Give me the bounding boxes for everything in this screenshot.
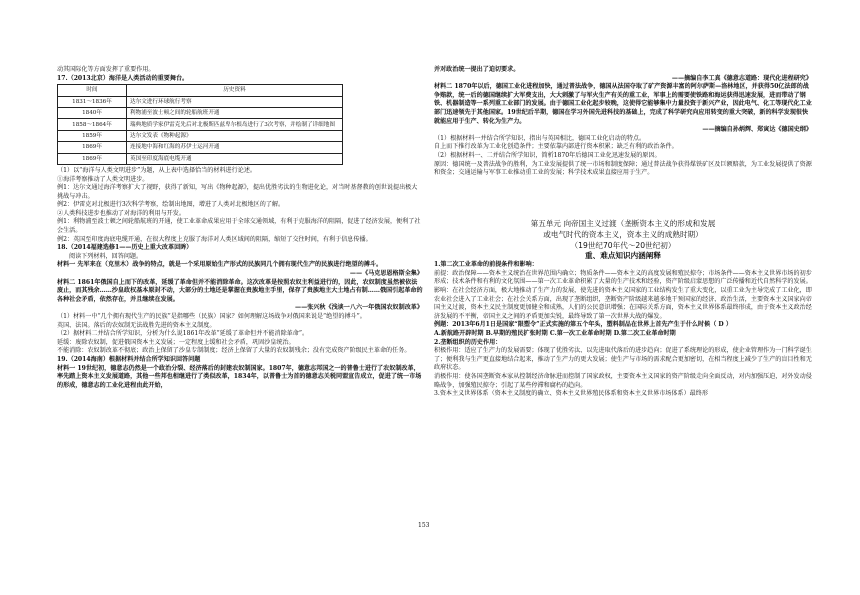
example-question: 例题：2013年6月1日是国家“限塑令”正式实施的第五个年头，塑料制品在世界上首先产生于什么时候（ D ） [434, 321, 732, 329]
table-cell: 英国至印度海底电缆开通 [127, 153, 343, 164]
table-cell: 连接地中海和红海的苏伊士运河开通 [127, 142, 343, 153]
q18-line: （1）材料一中“几个拥有现代生产的民族”是指哪些（民族）国家？如何理解这场战争对俄国来说是“绝望的搏斗”。 [57, 313, 366, 321]
table-cell: 1840年 [58, 107, 127, 118]
q19-answer-line: 原因：德国统一及普法战争的胜利，为工业发展提供了统一市场和制度保障；通过普法战争获得煤铁矿区及巨额赔款，为工业发展提供了资源和资金；交通运输与军事工业推动重工业的发展；科学技术成果直接应用于生产。 [434, 160, 812, 177]
q18-material-2-source: ——张兴秋《浅谈一八六一年俄国农奴制改革》 [295, 304, 423, 312]
table-cell: 1858～1864年 [58, 119, 127, 130]
q17-line: 例1：利物浦至波士顿之间轮船航班的开通，使工业革命成果应用于全球交通领域，有利于克服海洋的阻隔，促进了经济发展，便利了社会生活。 [57, 218, 421, 235]
q18-line: （2）据材料二并结合所学知识，分析为什么说1861年改革“延缓了革命但并不能消除革命”。 [57, 330, 309, 338]
q19-material-1: 材料一 19世纪初，德意志仍然是一个政治分裂、经济落后的封建农奴制国家。1807年，德意志邦国之一的普鲁士进行了农奴制改革，率先踏上资本主义发展道路，其他一些邦也相继进行了类似改革，1834年，以普鲁士为首的德意志关税同盟宣告成立，促进了统一市场的形成，德意志的工业化进程由此开始， [57, 364, 422, 389]
q17-table [57, 84, 343, 165]
table-header-row [58, 85, 343, 96]
q19-material-1-source: ——摘编自李工真《德意志道路：现代化进程研究》 [671, 74, 812, 82]
table-cell: 1869年 [58, 142, 127, 153]
q18-line: 不能消除：农奴制改革不彻底；政治上保留了沙皇专制制度；经济上保留了大量的农奴制残余；没有完成资产阶级民主革命的任务。 [57, 347, 411, 355]
q19-title: 19.（2014海南）根据材料并结合所学知识回答问题 [57, 355, 201, 363]
notes-heading: 2.垄断组织的历史作用： [434, 338, 502, 346]
q19-material-2: 材料二 1870年以后，德国工业化进程加快，通过普法战争，德国从法国夺取了矿产资源丰富的阿尔萨斯—洛林地区，并获得50亿法郎的战争赔款，统一后的德国继续扩大军费支出，大大刺激了与军火生产有关的重工业，军事上的需要使铁路和海运获得迅速发展，进而带动了钢铁、机器制造等一系列重工业部门的发展。由于德国工业化起步较晚，这使得它能够集中力量投资于新兴产业，因此电气、化工等现代化工业部门迅速领先于其他国家。19世纪后半期，德国在学习外国先进科技的基础上，完成了科学研究向应用转变的重大突破，新的科学发现很快就能应用于生产、转化为生产力。 [434, 83, 812, 125]
page-number: 153 [418, 522, 430, 529]
intro-line: 动其国际化等方面发挥了重要作用。 [57, 66, 155, 73]
q18-material-1: 材料一 先军来在（克里木）战争的特点，就是一个采用原始生产形式的民族同几个拥有现代生产的民族进行绝望的搏斗。 [57, 261, 383, 269]
q18-intro: 阅读下列材料，回答问题。 [69, 252, 143, 260]
table-cell: 瑞典地质学家伊雷克先后对北极斯匹兹卑尔根岛进行了3次考察，并绘制了详细地图 [127, 119, 343, 130]
q18-material-1-source: ——《马克思恩格斯全集》 [349, 270, 423, 278]
q19-answer-line: 自上而下推行改革为工业化创造条件；主要依靠内部进行资本积累；缺乏有利的政治条件。 [434, 143, 678, 151]
notes-paragraph: 前提：政治保障——资本主义统治在世界范围内确立；物质条件——资本主义的高度发展和殖民掠夺；市场条件——资本主义世界市场的初步形成；技术条件和有利的文化氛围——第一次工业革命积累了大量的生产技术和经验，资产阶级启蒙思想的广泛传播和近代自然科学的发展。 [434, 269, 812, 286]
notes-paragraph: 3.资本主义世界体系（资本主义制度的确立、资本主义世界殖民体系和资本主义世界市场体系）最终形 [434, 390, 708, 398]
table-cell: 达尔文进行环球航行考察 [127, 96, 343, 107]
q17-line: 例2：伊雷克对北极进行3次科学考察，绘制出地图，增进了人类对北极地区的了解。 [57, 201, 285, 209]
q17-title: 17.（2013北京）海洋是人类活动的重要舞台。 [57, 74, 189, 82]
table-header: 时间 [58, 85, 127, 96]
unit-subtitle: 重、难点知识内涵阐释 [585, 250, 661, 260]
table-cell: 1859年 [58, 130, 127, 141]
q19-continuation: 并对政治统一提出了迫切要求。 [434, 66, 520, 73]
table-row [58, 96, 343, 107]
q17-line: 例2：英国至印度海底电缆开通，在很大程度上克服了海洋对人类区域间的阻隔，缩短了交往时间，有利于信息传播。 [57, 235, 372, 243]
q19-answer-line: （2）根据材料一、二并结合所学知识，简析1870年后德国工业化迅速发展的原因。 [434, 151, 661, 159]
q17-line: ②人类科技进步也推动了对海洋的利用与开发。 [57, 209, 185, 217]
table-row [58, 107, 343, 118]
notes-paragraph: 影响：在社会经济方面，极大地推动了生产力的发展，使先进的资本主义国家的工业结构发生了重大变化，以重工业为主导完成了工业化，即农业社会进入了工业社会；在社会关系方面，出现了垄断组织，垄断资产阶级越来越多地干预国家的经济、政治生活，主要资本主义国家向帝国主义过渡，资本主义民主制度更加健全和成熟，人们的公民意识增强；在国际关系方面，资本主义世界体系最终形成，由于资本主义政治经济发展的不平衡，帝国主义之间的矛盾更加尖锐，最终导致了第一次世界大战的爆发。 [434, 287, 812, 320]
table-header: 历史资料 [127, 85, 343, 96]
q18-title: 18.（2014福建选修1——历史上重大改革回眸） [57, 244, 193, 252]
q17-line: （1）以“海洋与人类文明进步”为题，从上表中选择恰当的材料进行论述。 [57, 166, 257, 174]
q17-line: 例1：达尔文通过海洋考察扩大了视野，获得了新知，写出《物种起源》，提出优胜劣汰的生物进化论，对当时基督教的创世说提出极大挑战与冲击。 [57, 184, 418, 200]
example-options: A.新航路开辟时期 B.早期的殖民扩张时期 C.第一次工业革命时期 D.第二次工业革命时期 [434, 329, 676, 337]
unit-title-line-2: 或电气时代的资本主义，资本主义的成熟时期） [543, 229, 703, 239]
table-cell: 1869年 [58, 153, 127, 164]
notes-heading: 1.第二次工业革命的前提条件和影响： [434, 261, 538, 269]
q18-line: 英国、法国。落后的农奴制无法战胜先进的资本主义制度。 [57, 321, 216, 329]
unit-title-line-3: （19世纪70年代～20世纪初） [570, 240, 676, 250]
notes-paragraph: 消极作用：使各国垄断资本家从控制经济命脉进而控制了国家政权，主要资本主义国家的资产阶级走向全面反动，对内加强压迫，对外发动侵略战争，加强殖民掠夺；引起了某些停滞和腐朽的趋向。 [434, 372, 812, 389]
q19-material-2-source: ——摘编自孙炳辉、郑寅达《德国史纲》 [702, 126, 812, 134]
table-row [58, 130, 343, 141]
right-column [434, 66, 812, 399]
table-cell: 利物浦至波士顿之间的轮船航班开通 [127, 107, 343, 118]
table-cell: 达尔文发表《物种起源》 [127, 130, 343, 141]
table-cell: 1831～1836年 [58, 96, 127, 107]
q18-line: 延缓：废除农奴制，促进俄国资本主义发展；一定程度上缓和社会矛盾，巩固沙皇统治。 [57, 338, 295, 346]
q19-answer-line: （1）根据材料一并结合所学知识，指出与英国相比，德国工业化启动的特点。 [434, 134, 646, 142]
table-row [58, 153, 343, 164]
table-row [58, 119, 343, 130]
left-column [57, 66, 423, 390]
unit-title-line-1: 第五单元 向帝国主义过渡（垄断资本主义的形成和发展 [530, 218, 716, 228]
q18-material-2: 材料二 1861年俄国自上而下的改革，延缓了革命但并不能消除革命。这次改革是按照农奴主利益进行的，因此，农奴制度虽然被依法废止，而其残余……沙皇政权基本原封不动，大部分的土地还是掌握在贵族地主手里，保存了贵族地主大土地占有制……俄国引起革命的各种社会矛盾，依然存在，并且继续在发展。 [57, 278, 423, 303]
notes-paragraph: 积极作用：适应了生产力的发展需要；体现了优胜劣汰、以先进取代落后的进步趋向；促进了系统理论的形成，使企业管理作为一门科学诞生了；便利我与生产更直接地结合起来，推动了生产力的更大发展；使生产与市场的需求配合更加密切，在相当程度上减少了生产的盲目性和无政府状态。 [434, 347, 812, 372]
table-row [58, 142, 343, 153]
q17-line: ①海洋考察推动了人类文明进步。 [57, 175, 149, 183]
